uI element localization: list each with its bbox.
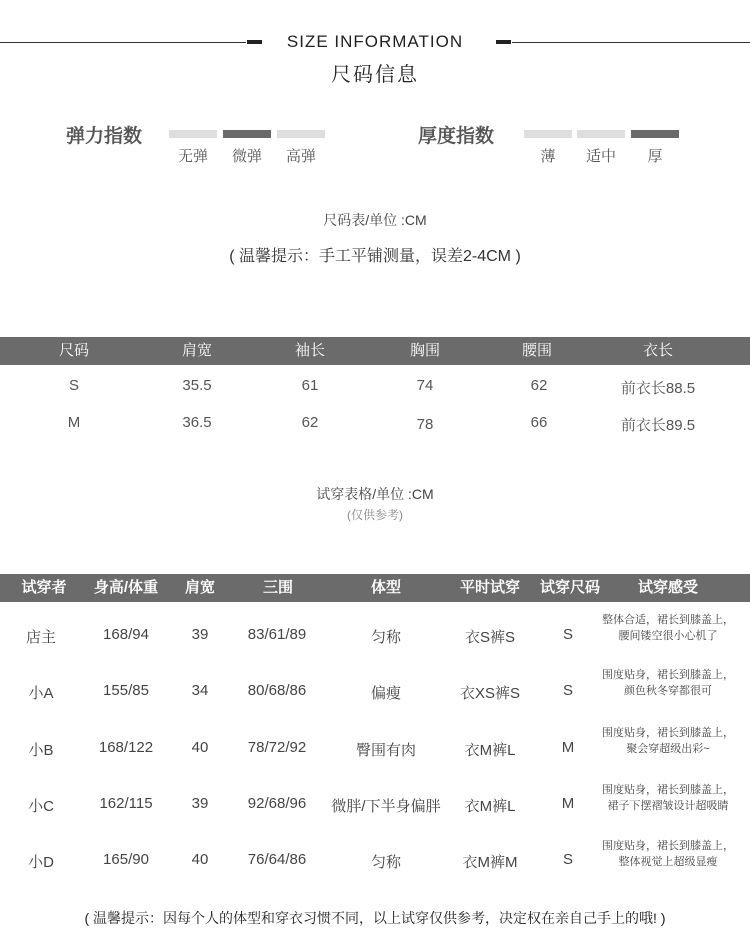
try-cell: 83/61/89 [247, 626, 307, 643]
try-th-0: 试穿者 [21, 579, 67, 596]
try-cell: S [562, 682, 573, 699]
try-cell: 匀称 [370, 629, 401, 646]
size-cell: 前衣长89.5 [620, 417, 696, 434]
try-cell: 小D [28, 854, 54, 871]
elasticity-label-2: 高弹 [285, 148, 316, 165]
try-feeling-line: 聚会穿超级出彩~ [626, 743, 710, 755]
try-feeling-line: 围度贴身，裙长到膝盖上， [602, 784, 734, 796]
try-cell: 165/90 [103, 851, 149, 868]
try-feeling-line: 裙子下摆褶皱设计超吸睛 [607, 800, 729, 812]
thickness-label-0: 薄 [540, 148, 556, 165]
try-cell: 臀围有肉 [355, 742, 416, 759]
try-cell: 偏瘦 [370, 685, 401, 702]
size-th-3: 胸围 [409, 342, 440, 359]
size-cell: M [67, 414, 81, 431]
try-cell: 80/68/86 [247, 682, 307, 699]
elasticity-bar-1 [223, 130, 271, 138]
thickness-label-1: 适中 [585, 148, 616, 165]
try-cell: 78/72/92 [247, 739, 307, 756]
try-cell: 168/94 [103, 626, 149, 643]
size-cell: 78 [416, 416, 434, 433]
size-cell: 36.5 [182, 414, 212, 431]
try-feeling-line: 围度贴身，裙长到膝盖上， [602, 669, 734, 681]
try-cell: 衣S裤S [464, 629, 515, 646]
try-feeling-line: 腰间镂空很小心机了 [618, 630, 718, 642]
thickness-title: 厚度指数 [418, 126, 495, 147]
try-cell: S [562, 851, 573, 868]
try-th-7: 试穿感受 [637, 579, 698, 596]
try-cell: 衣M裤L [464, 798, 516, 815]
size-cell: 62 [301, 414, 319, 431]
size-th-4: 腰围 [521, 342, 552, 359]
try-sub-note: (仅供参考) [347, 508, 403, 522]
size-unit-note: 尺码表/单位 :CM [323, 212, 427, 228]
try-th-5: 平时试穿 [459, 579, 520, 596]
try-table-header [0, 574, 750, 602]
try-th-6: 试穿尺码 [539, 579, 600, 596]
try-cell: 小A [28, 685, 54, 702]
size-tip-note: ( 温馨提示：手工平铺测量，误差2-4CM ) [229, 248, 521, 265]
size-cell: S [68, 377, 79, 394]
try-feeling-line: 整体合适，裙长到膝盖上， [602, 614, 734, 626]
try-cell: 店主 [25, 629, 56, 646]
elasticity-bar-0 [169, 130, 217, 138]
size-th-0: 尺码 [58, 342, 89, 359]
try-cell: 衣XS裤S [459, 685, 520, 702]
size-th-2: 袖长 [294, 342, 325, 359]
try-cell: 微胖/下半身偏胖 [331, 798, 441, 815]
try-feeling-line: 围度贴身，裙长到膝盖上， [602, 727, 734, 739]
try-feeling-line: 整体视觉上超级显瘦 [618, 856, 718, 868]
elasticity-label-1: 微弹 [231, 148, 262, 165]
try-cell: 39 [191, 626, 209, 643]
try-cell: 34 [191, 682, 209, 699]
size-cell: 前衣长88.5 [620, 380, 696, 397]
size-cell: 35.5 [182, 377, 212, 394]
try-cell: 小B [28, 742, 54, 759]
try-cell: 168/122 [98, 739, 154, 756]
footer-tip: ( 温馨提示：因每个人的体型和穿衣习惯不同，以上试穿仅供参考，决定权在亲自己手上的哦! ) [84, 910, 666, 926]
try-unit-note: 试穿表格/单位 :CM [316, 486, 434, 502]
elasticity-bar-2 [277, 130, 325, 138]
size-table-header [0, 337, 750, 365]
thickness-label-2: 厚 [647, 148, 663, 165]
size-cell: 74 [416, 377, 434, 394]
try-cell: 匀称 [370, 854, 401, 871]
size-cell: 61 [301, 377, 319, 394]
try-cell: 92/68/96 [247, 795, 307, 812]
try-cell: 小C [28, 798, 54, 815]
header-title-en: SIZE INFORMATION [286, 32, 464, 51]
try-cell: 76/64/86 [247, 851, 307, 868]
size-cell: 62 [530, 377, 548, 394]
try-th-3: 三围 [262, 579, 293, 596]
try-cell: M [561, 795, 575, 812]
try-cell: 39 [191, 795, 209, 812]
thickness-bar-2 [631, 130, 679, 138]
try-cell: S [562, 626, 573, 643]
try-th-1: 身高/体重 [93, 579, 159, 596]
try-feeling-line: 颜色秋冬穿都很可 [624, 685, 712, 697]
try-cell: 155/85 [103, 682, 149, 699]
size-th-5: 衣长 [642, 342, 673, 359]
try-feeling-line: 围度贴身，裙长到膝盖上， [602, 840, 734, 852]
try-cell: 40 [191, 739, 209, 756]
try-cell: 162/115 [99, 795, 153, 812]
elasticity-label-0: 无弹 [177, 148, 208, 165]
size-cell: 66 [530, 414, 548, 431]
try-cell: M [561, 739, 575, 756]
header-title-cn: 尺码信息 [331, 64, 419, 86]
thickness-bar-0 [524, 130, 572, 138]
try-th-2: 肩宽 [184, 579, 215, 596]
thickness-bar-1 [577, 130, 625, 138]
try-cell: 40 [191, 851, 209, 868]
elasticity-title: 弹力指数 [66, 126, 143, 147]
try-th-4: 体型 [370, 579, 401, 596]
size-th-1: 肩宽 [181, 342, 212, 359]
try-cell: 衣M裤M [462, 854, 518, 871]
try-cell: 衣M裤L [464, 742, 516, 759]
